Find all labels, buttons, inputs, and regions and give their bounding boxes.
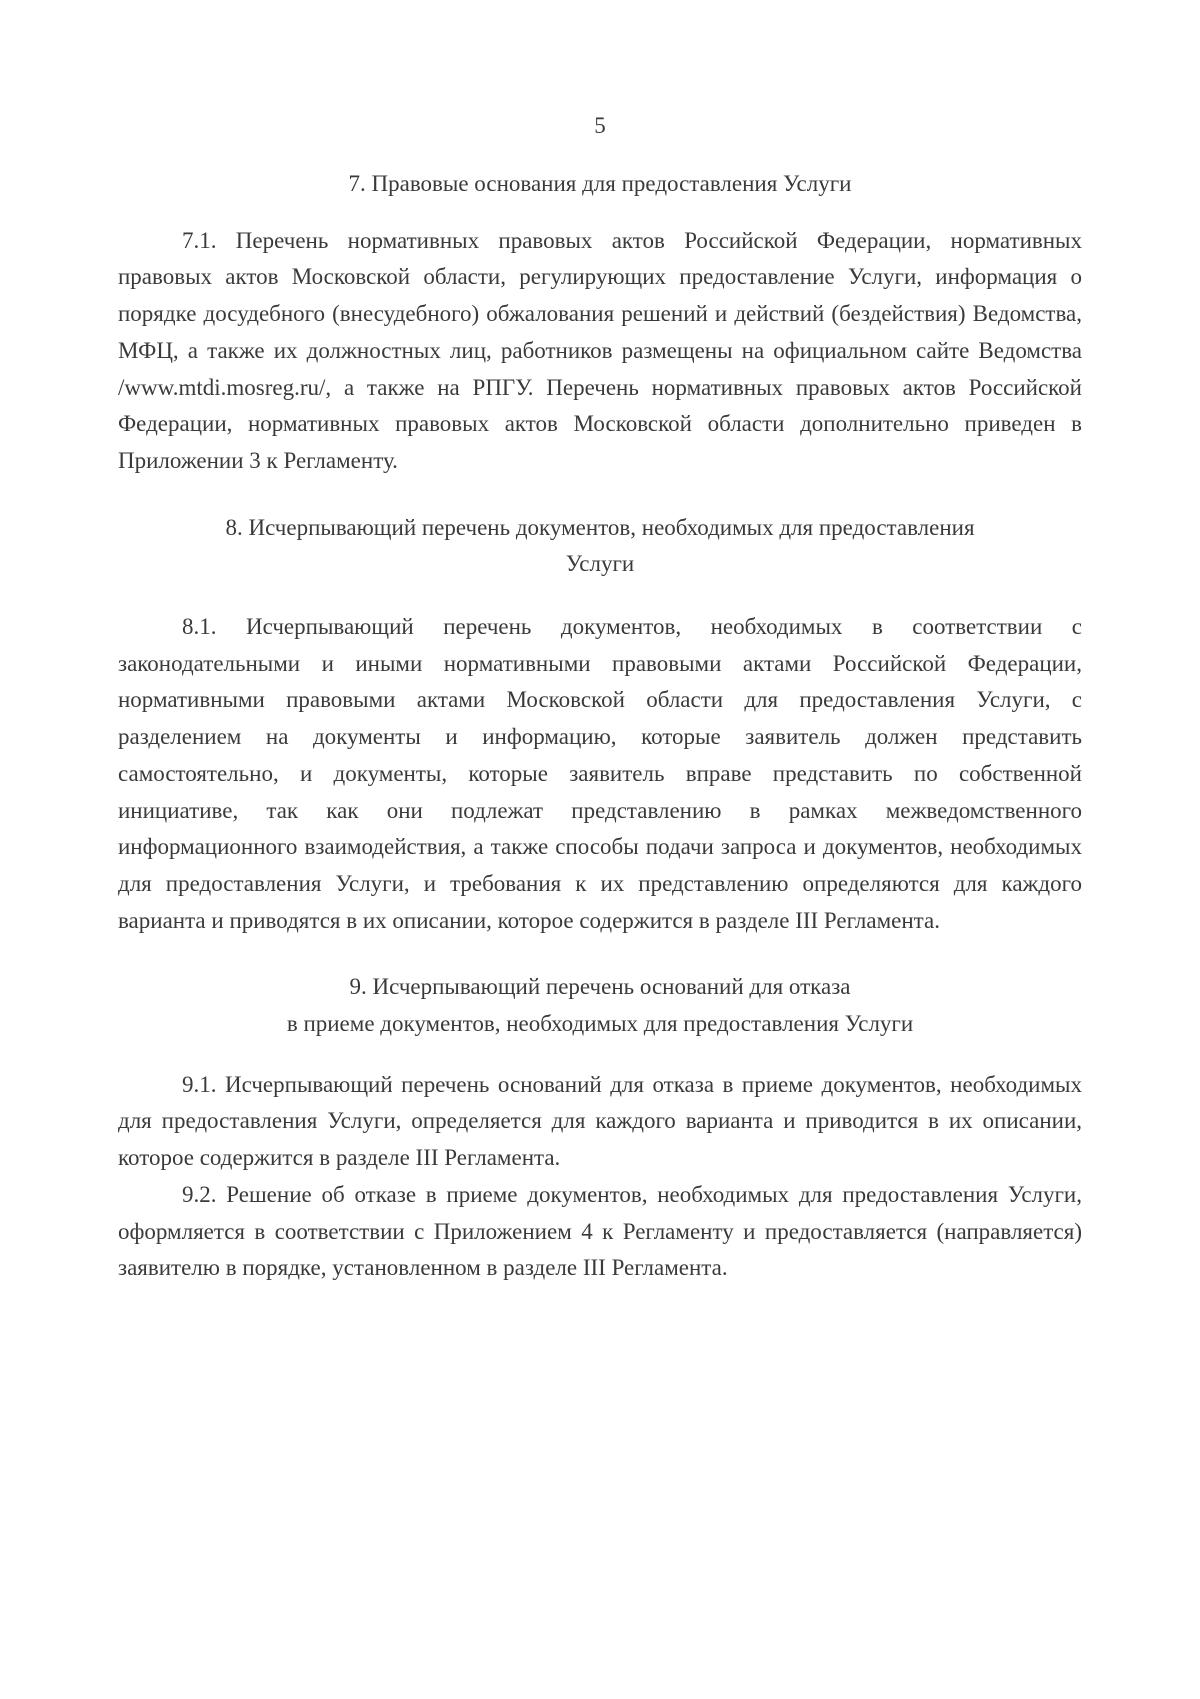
section-9-heading-line-1: 9. Исчерпывающий перечень оснований для отказа — [349, 974, 851, 1000]
section-8-heading-line-2: Услуги — [565, 551, 635, 577]
section-8-heading-line-1: 8. Исчерпывающий перечень документов, необходимых для предоставления — [225, 514, 975, 540]
section-7-heading: 7. Правовые основания для предоставления Услуги — [348, 171, 852, 196]
paragraph-7-1: 7.1. Перечень нормативных правовых актов Российской Федерации, нормативных правовых актов Московской области, регулирующих предоставление Услуги, информация о порядке досудебного (внесудебного) обжалования решений и действий (бездействия) Ведомства, МФЦ, а также их должностных лиц, работников размещены на официальном сайте Ведомства /www.mtdi.mosreg.ru/, а также на РПГУ. Перечень нормативных правовых актов Российской Федерации, нормативных правовых актов Московской области дополнительно приведен в Приложении 3 к Регламенту. — [118, 227, 1082, 473]
section-8-heading — [118, 510, 1082, 583]
section-9-heading-line-2: в приеме документов, необходимых для предоставления Услуги — [286, 1011, 914, 1037]
paragraph-8-1: 8.1. Исчерпывающий перечень документов, необходимых в соответствии с законодательными и иными нормативными правовыми актами Российской Федерации, нормативными правовыми актами Московской области для предоставления Услуги, с разделением на документы и информацию, которые заявитель должен представить самостоятельно, и документы, которые заявитель вправе представить по собственной инициативе, так как они подлежат представлению в рамках межведомственного информационного взаимодействия, а также способы подачи запроса и документов, необходимых для предоставления Услуги, и требования к их представлению определяются для каждого варианта и приводятся в их описании, которое содержится в разделе III Регламента. — [118, 614, 1082, 933]
section-9-heading — [118, 969, 1082, 1042]
document-page — [118, 108, 1082, 1287]
paragraph-9-1: 9.1. Исчерпывающий перечень оснований для отказа в приеме документов, необходимых для предоставления Услуги, определяется для каждого варианта и приводится в их описании, которое содержится в разделе III Регламента. — [118, 1071, 1082, 1171]
paragraph-9-2: 9.2. Решение об отказе в приеме документов, необходимых для предоставления Услуги, оформляется в соответствии с Приложением 4 к Регламенту и предоставляется (направляется) заявителю в порядке, установленном в разделе III Регламента. — [118, 1181, 1082, 1281]
page-number: 5 — [594, 113, 606, 138]
